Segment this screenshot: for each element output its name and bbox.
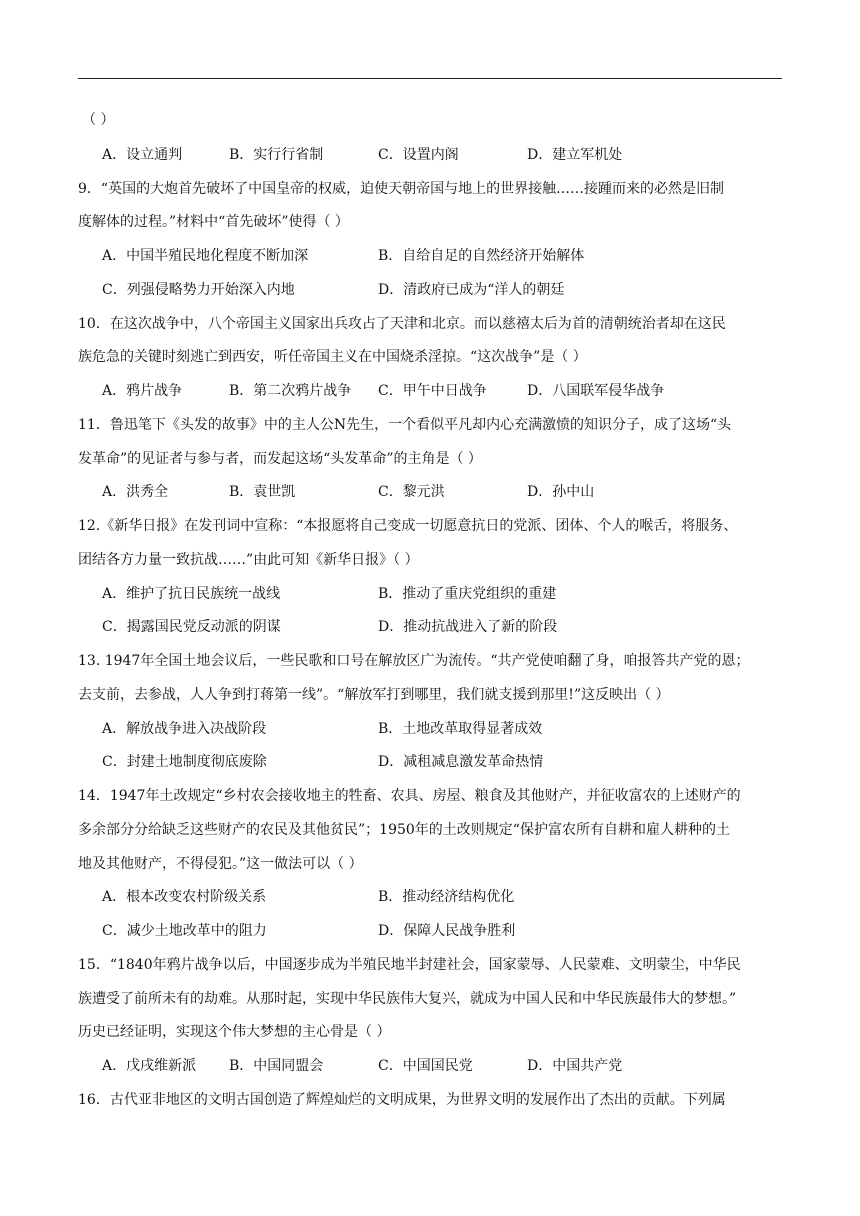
q11-option-a: A．洪秀全 <box>102 484 169 500</box>
q11-option-b: B．袁世凯 <box>229 484 296 500</box>
q9-option-a: A．中国半殖民地化程度不断加深 <box>102 248 309 264</box>
q15-stem-line-2: 族遭受了前所未有的劫难。从那时起，实现中华民族伟大复兴，就成为中国人民和中华民族最伟大的梦想。” <box>78 991 737 1007</box>
q10-stem-line-2: 族危急的关键时刻逃亡到西安，听任帝国主义在中国烧杀淫掠。“这次战争”是（ ） <box>78 349 587 365</box>
q13-option-c: C．封建土地制度彻底废除 <box>102 754 267 770</box>
q9-option-c: C．列强侵略势力开始深入内地 <box>102 282 295 298</box>
q10-option-c: C．甲午中日战争 <box>378 383 487 399</box>
q10-option-d: D．八国联军侵华战争 <box>527 383 665 399</box>
q14-stem-line-2: 多余部分分给缺乏这些财产的农民及其他贫民”；1950年的土改则规定“保护富农所有自耕和雇人耕种的土 <box>78 822 730 838</box>
q15-option-b: B．中国同盟会 <box>229 1058 324 1074</box>
q10-option-a: A．鸦片战争 <box>102 383 183 399</box>
q14-stem-line-3: 地及其他财产，不得侵犯。”这一做法可以（ ） <box>78 856 363 872</box>
q8-blank: （ ） <box>82 112 115 128</box>
q12-stem-line-2: 团结各方力量一致抗战……”由此可知《新华日报》（ ） <box>78 552 419 568</box>
q9-stem-line-2: 度解体的过程。”材料中“首先破坏”使得（ ） <box>78 214 349 230</box>
q15-option-a: A．戊戌维新派 <box>102 1058 197 1074</box>
q11-option-c: C．黎元洪 <box>378 484 445 500</box>
header-rule <box>78 78 782 79</box>
q11-stem-line-1: 11．鲁迅笔下《头发的故事》中的主人公N先生，一个看似平凡却内心充满激愤的知识分子，成了这场“头 <box>78 417 732 433</box>
q8-option-c: C．设置内阁 <box>378 147 459 163</box>
q14-option-d: D．保障人民战争胜利 <box>378 923 516 939</box>
q15-option-c: C．中国国民党 <box>378 1058 473 1074</box>
q9-option-d: D．清政府已成为“洋人的朝廷 <box>378 282 565 298</box>
q14-option-a: A．根本改变农村阶级关系 <box>102 889 267 905</box>
q10-stem-line-1: 10．在这次战争中，八个帝国主义国家出兵攻占了天津和北京。而以慈禧太后为首的清朝统治者却在这民 <box>78 316 726 332</box>
q11-option-d: D．孙中山 <box>527 484 595 500</box>
q8-option-a: A．设立通判 <box>102 147 183 163</box>
q9-option-b: B．自给自足的自然经济开始解体 <box>378 248 585 264</box>
q15-option-d: D．中国共产党 <box>527 1058 623 1074</box>
q9-stem-line-1: 9．“英国的大炮首先破坏了中国皇帝的权威，迫使天朝帝国与地上的世界接触……接踵而来的必然是旧制 <box>78 181 725 197</box>
q12-option-c: C．揭露国民党反动派的阴谋 <box>102 619 281 635</box>
q12-option-b: B．推动了重庆党组织的重建 <box>378 586 557 602</box>
q10-option-b: B．第二次鸦片战争 <box>229 383 352 399</box>
q14-option-c: C．减少土地改革中的阻力 <box>102 923 267 939</box>
q13-stem-line-1: 13. 1947年全国土地会议后，一些民歌和口号在解放区广为流传。“共产党使咱翻了身，咱报答共产党的恩； <box>78 653 750 669</box>
q8-option-b: B．实行行省制 <box>229 147 324 163</box>
q12-option-a: A．维护了抗日民族统一战线 <box>102 586 281 602</box>
q12-option-d: D．推动抗战进入了新的阶段 <box>378 619 558 635</box>
q15-stem-line-3: 历史已经证明，实现这个伟大梦想的主心骨是（ ） <box>78 1024 391 1040</box>
q11-stem-line-2: 发革命”的见证者与参与者，而发起这场“头发革命”的主角是（ ） <box>78 451 482 467</box>
q14-stem-line-1: 14．1947年土改规定“乡村农会接收地主的牲畜、农具、房屋、粮食及其他财产，并征收富农的上述财产的 <box>78 788 741 804</box>
q8-option-d: D．建立军机处 <box>527 147 623 163</box>
q13-option-b: B．土地改革取得显著成效 <box>378 721 543 737</box>
q16-stem-line-1: 16．古代亚非地区的文明古国创造了辉煌灿烂的文明成果，为世界文明的发展作出了杰出的贡献。下列属 <box>78 1092 726 1108</box>
q14-option-b: B．推动经济结构优化 <box>378 889 515 905</box>
q13-stem-line-2: 去支前，去参战，人人争到打蒋第一线”。“解放军打到哪里，我们就支援到那里!”这反映出（ ） <box>78 687 670 703</box>
q13-option-d: D．减租减息激发革命热情 <box>378 754 544 770</box>
q15-stem-line-1: 15．“1840年鸦片战争以后，中国逐步成为半殖民地半封建社会，国家蒙辱、人民蒙难、文明蒙尘，中华民 <box>78 957 741 973</box>
q13-option-a: A．解放战争进入决战阶段 <box>102 721 267 737</box>
q12-stem-line-1: 12.《新华日报》在发刊词中宣称：“本报愿将自己变成一切愿意抗日的党派、团体、个人的喉舌，将服务、 <box>78 518 738 534</box>
